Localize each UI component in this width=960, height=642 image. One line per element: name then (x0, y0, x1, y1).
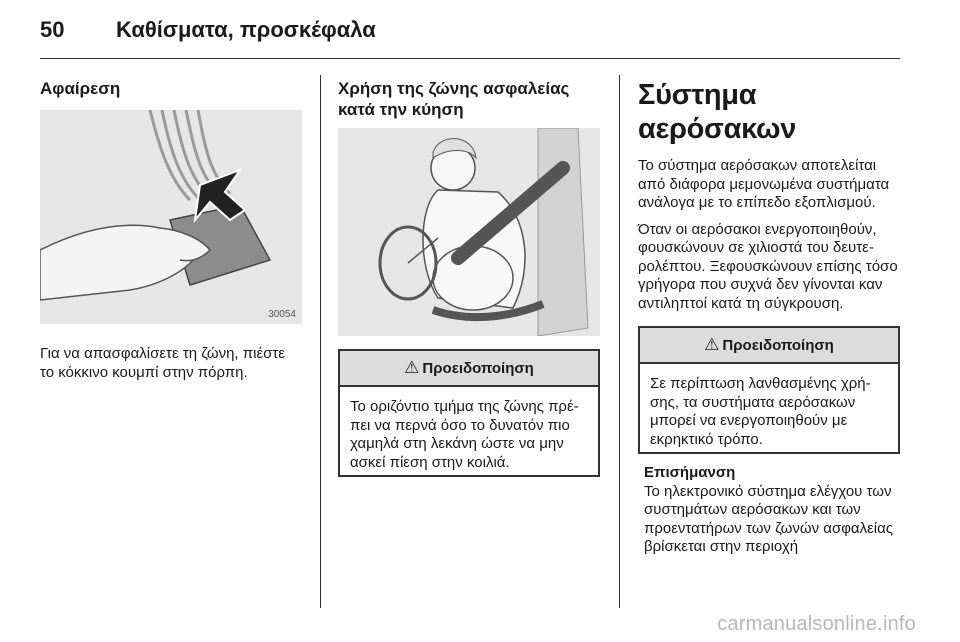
section-heading-removal: Αφαίρεση (40, 79, 121, 98)
warning-box-airbags (638, 326, 900, 454)
warning-title: Προειδοποίηση (722, 336, 834, 354)
column-airbags (638, 78, 900, 557)
airbags-paragraph-2: Όταν οι αερόσακοι ενεργοποιηθούν, φουσκώνουν σε χιλιοστά του δευτε-ρολέπτου. Ξεφουσκώνουν επίσης τόσο γρήγορα που συχνά δεν γίνονται καν αντιληπτοί κατά τη σύγκρουση. (638, 220, 898, 312)
header-divider (40, 58, 900, 59)
note-text: Το ηλεκτρονικό σύστημα ελέγχου των συστημάτων αερόσακων και των προεντατήρων των ζωνών ασφαλείας βρίσκεται στην περιοχή (644, 482, 894, 555)
removal-instruction-text: Για να απασφαλίσετε τη ζώνη, πιέστε το κόκκινο κουμπί στην πόρπη. (40, 345, 285, 381)
page-title: Καθίσματα, προσκέφαλα (116, 17, 376, 42)
pregnant-driver-illustration (338, 128, 600, 336)
warning-header (340, 351, 598, 387)
page-number: 50 (40, 17, 65, 42)
belly-shape (433, 246, 513, 310)
warning-text: Το οριζόντιο τμήμα της ζώνης πρέ-πει να περνά όσο το δυνατόν πιο χαμηλά στη λεκάνη ώστε να μην ασκεί πίεση στην κοιλιά. (350, 398, 579, 471)
figure-pregnant-driver (338, 128, 600, 336)
warning-body (640, 364, 898, 458)
column-pregnancy (338, 78, 600, 477)
warning-triangle-icon: ⚠ (404, 358, 420, 377)
page-header (0, 0, 960, 62)
section-heading-airbags: Σύστημα αερόσακων (638, 79, 797, 145)
section-heading-pregnancy: Χρήση της ζώνης ασφαλείας κατά την κύηση (338, 79, 570, 119)
warning-title: Προειδοποίηση (422, 359, 534, 377)
buckle-illustration (40, 110, 302, 324)
note-title: Επισήμανση (644, 464, 736, 481)
column-divider-1 (320, 75, 321, 608)
column-divider-2 (619, 75, 620, 608)
watermark: carmanualsonline.info (717, 613, 916, 635)
warning-box-pregnancy (338, 349, 600, 477)
warning-text: Σε περίπτωση λανθασμένης χρή-σης, τα συστήματα αερόσακων μπορεί να ενεργοποιηθούν με εκρηκτικό τρόπο. (650, 375, 871, 448)
warning-triangle-icon: ⚠ (704, 335, 720, 354)
figure-buckle-release (40, 110, 302, 324)
airbags-paragraph-1: Το σύστημα αερόσακων αποτελείται από διάφορα μεμονωμένα συστήματα ανάλογα με το επίπεδο εξοπλισμού. (638, 157, 890, 211)
figure-number: 30054 (268, 309, 296, 320)
column-removal (40, 78, 302, 382)
warning-header (640, 328, 898, 364)
note-block (638, 464, 900, 557)
warning-body (340, 387, 598, 481)
